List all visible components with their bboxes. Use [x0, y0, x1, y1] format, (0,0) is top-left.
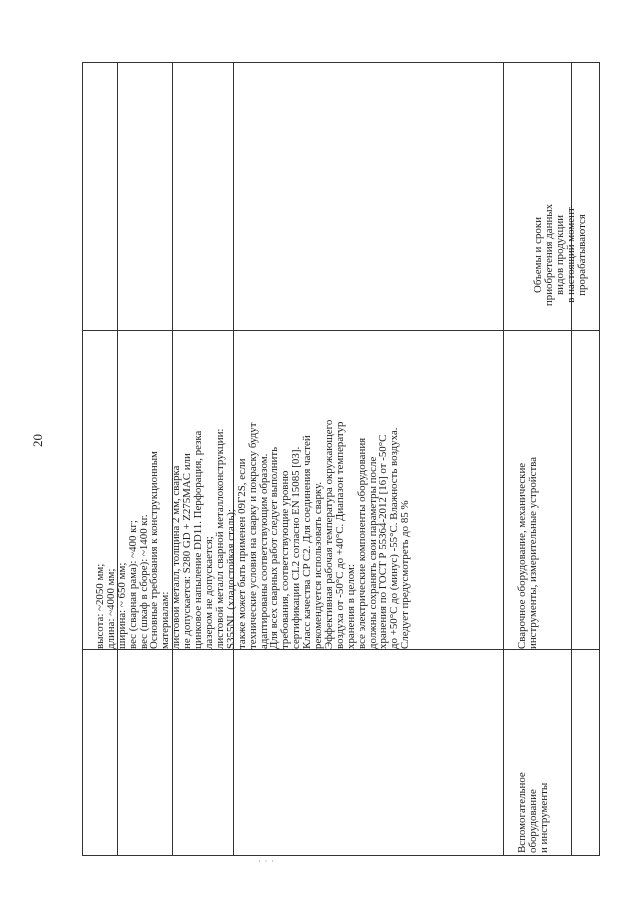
volume-note-cell	[522, 180, 598, 330]
description-text: высота: ~2050 мм; длина: ~4000 мм; ширина: ~ 650 мм; вес (сварная рама): ~400 кг; вес (шкаф в сборе): ~1400 кг. Основные требования к конструкционным материалам: листовой металл, толщина 2 мм, сварка не допускается: S280 GD + Z275MAC или цинковое напыление DD11. Перфорация, резка лазером не допускается; листовой металл сварной металлоконструкции: S355NL (хладостойкая сталь); также может быть применен 09Г2S, если технические условия на сварку и покраску будут адаптированы соответствующим образом. Для всех сварных работ следует выполнить требования, соответствующие уровню сертификации CL2 согласно EN 15085 [03]. Класс качества CP C2. Для соединения частей рекомендуется использовать сварку. Эффективная рабочая температура окружающего воздуха от -50°С до +40°С. Диапазон температур хранения в целом: все электрические компоненты оборудования должны сохранять свои параметры после хранения по ГОСТ Р 55364-2012 [16] от -50°С до +50°С до (минус) -55°С. Влажность воздуха. Следует предусмотреть до 85 %	[93, 419, 412, 649]
column-divider	[82, 330, 600, 331]
aux-equipment-label	[506, 653, 561, 853]
aux-label-text: Вспомогательное оборудование и инструменты	[516, 772, 550, 853]
page-number: 20	[30, 434, 45, 447]
aux-tools-cell	[506, 349, 550, 649]
column-divider	[82, 649, 600, 650]
row-divider	[503, 62, 504, 856]
description-cell	[84, 349, 422, 649]
stray-mark: · · ·	[258, 857, 275, 866]
aux-tools-text: Сварочное оборудование, механические инструменты, измерительные устройства	[516, 456, 539, 649]
volume-note-text: Объемы и сроки приобретения данных видов продукции в настоящий момент прорабатываются	[531, 203, 588, 307]
